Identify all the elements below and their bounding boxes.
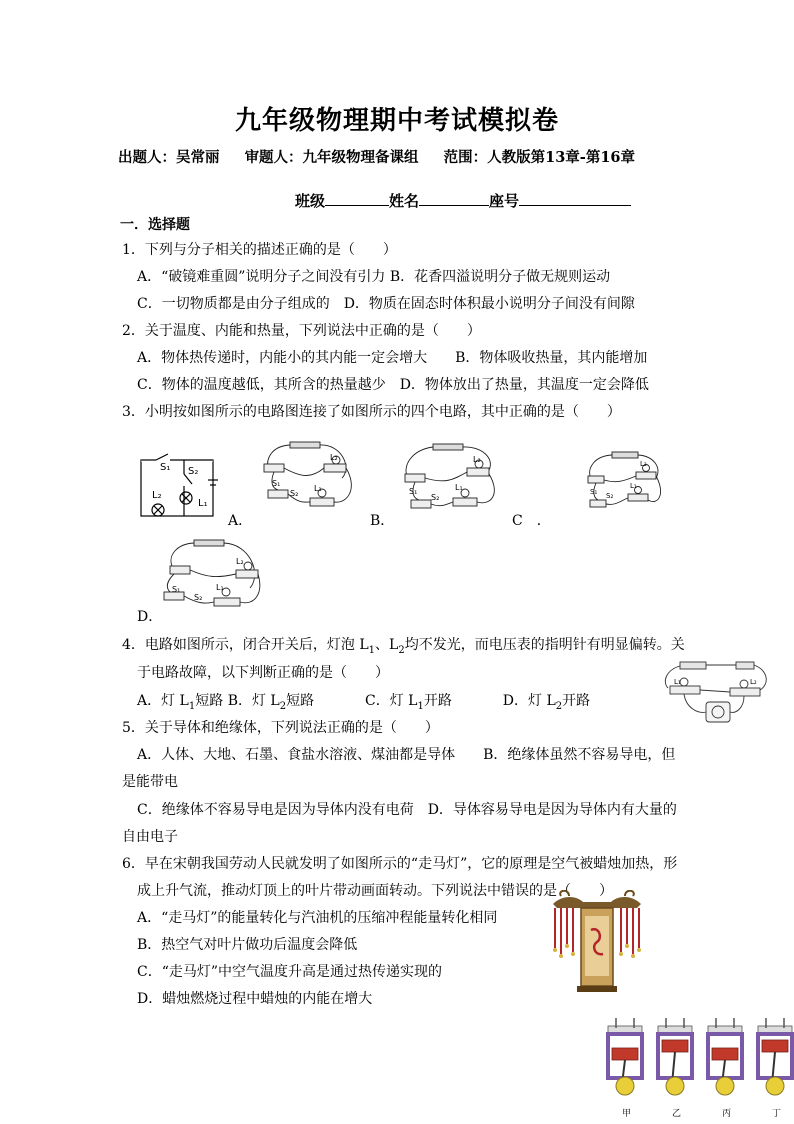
q1-options-cd: C．一切物质都是由分子组成的 D．物质在固态时体积最小说明分子间没有间隙 bbox=[137, 296, 635, 312]
class-label: 班级 bbox=[295, 192, 326, 210]
engine-jia-diagram bbox=[608, 1018, 642, 1095]
q3-schematic-diagram bbox=[138, 452, 222, 522]
fig-b-l1: L₁ bbox=[455, 483, 463, 492]
q3-option-d[interactable]: D． bbox=[137, 609, 163, 625]
label-s2: S₂ bbox=[188, 466, 199, 477]
fig-b-l2: L₂ bbox=[473, 455, 481, 464]
q4-options bbox=[137, 692, 590, 716]
engine-strokes-figure bbox=[600, 1018, 794, 1123]
fig-c-l1: L₁ bbox=[630, 482, 637, 490]
fig-b-s2: S₂ bbox=[431, 493, 440, 502]
q4-option-d[interactable]: D．灯 $L_2$开路 bbox=[502, 693, 591, 712]
q5-stem: 5．关于导体和绝缘体，下列说法正确的是（ ） bbox=[122, 720, 439, 736]
fig-a-l2: L₂ bbox=[330, 453, 338, 462]
section-heading: 一．选择题 bbox=[120, 217, 190, 233]
engine-stroke-diagrams bbox=[600, 1018, 794, 1102]
fig-d-l1: L₁ bbox=[216, 583, 224, 592]
q5-options-cd-line1: C．绝缘体不容易导电是因为导体内没有电荷 D．导体容易导电是因为导体内有大量的 bbox=[137, 802, 677, 818]
engine-label-jia: 甲 bbox=[622, 1109, 632, 1119]
q4-option-b[interactable]: B．灯 $L_2$短路 bbox=[227, 693, 315, 712]
circuit-figure-c bbox=[578, 448, 668, 520]
fig-b-s1: S₁ bbox=[409, 487, 418, 496]
engine-label-bing: 丙 bbox=[722, 1109, 732, 1119]
q5-options-ab-line2: 是能带电 bbox=[122, 774, 178, 790]
q6-stem-line2: 成上升气流，推动灯顶上的叶片带动画面转动。下列说法中错误的是（ ） bbox=[137, 883, 613, 899]
fig-d-s1: S₁ bbox=[172, 585, 181, 594]
seat-blank[interactable] bbox=[519, 191, 631, 206]
class-blank[interactable] bbox=[325, 191, 389, 206]
q4-stem-line2: 于电路故障，以下判断正确的是（ ） bbox=[137, 665, 389, 681]
engine-yi-diagram bbox=[658, 1018, 692, 1095]
fig-a-s1: S₁ bbox=[272, 479, 281, 488]
reviewer: 审题人：九年级物理备课组 bbox=[244, 149, 419, 166]
q4-option-c[interactable]: C．灯 $L_1$开路 bbox=[365, 693, 452, 712]
fig-c-s2: S₂ bbox=[606, 492, 614, 500]
fig-c-s1: S₁ bbox=[590, 488, 598, 496]
label-l2: L₂ bbox=[152, 490, 162, 501]
q4-fig-l2: L₂ bbox=[750, 678, 757, 686]
author: 出题人：吴常丽 bbox=[118, 149, 220, 166]
fig-d-l2: L₂ bbox=[236, 557, 244, 566]
exam-meta bbox=[118, 146, 655, 167]
student-info bbox=[295, 190, 631, 211]
scope: 范围：人教版第13章-第16章 bbox=[443, 149, 635, 166]
q4-option-a[interactable]: A．灯 $L_1$短路 bbox=[137, 693, 224, 712]
engine-label-ding: 丁 bbox=[772, 1109, 782, 1119]
circuit-figure-b bbox=[397, 438, 507, 520]
seat-label: 座号 bbox=[489, 192, 520, 210]
q1-options-ab: A．“破镜难重圆”说明分子之间没有引力 B．花香四溢说明分子做无规则运动 bbox=[137, 269, 611, 285]
q6-option-b[interactable]: B．热空气对叶片做功后温度会降低 bbox=[137, 937, 358, 953]
q3-stem: 3．小明按如图所示的电路图连接了如图所示的四个电路，其中正确的是（ ） bbox=[122, 404, 621, 420]
engine-ding-diagram bbox=[758, 1018, 792, 1095]
q2-options-ab: A．物体热传递时，内能小的其内能一定会增大 B．物体吸收热量，其内能增加 bbox=[137, 350, 648, 366]
q6-option-d[interactable]: D．蜡烛燃烧过程中蜡烛的内能在增大 bbox=[137, 991, 373, 1007]
q3-option-a[interactable]: A． bbox=[228, 513, 253, 529]
page-title: 九年级物理期中考试模拟卷 bbox=[234, 106, 559, 136]
circuit-figure-d bbox=[154, 534, 266, 616]
fig-d-s2: S₂ bbox=[194, 593, 203, 602]
q5-options-cd-line2: 自由电子 bbox=[122, 829, 178, 845]
circuit-figure-a bbox=[252, 438, 362, 520]
name-blank[interactable] bbox=[419, 191, 489, 206]
fig-a-s2: S₂ bbox=[290, 489, 299, 498]
q6-option-c[interactable]: C．“走马灯”中空气温度升高是通过热传递实现的 bbox=[137, 964, 443, 980]
q2-stem: 2．关于温度、内能和热量，下列说法中正确的是（ ） bbox=[122, 323, 481, 339]
name-label: 姓名 bbox=[389, 192, 420, 210]
q4-fig-l1: L₁ bbox=[674, 678, 681, 686]
label-l1: L₁ bbox=[198, 498, 208, 509]
q3-option-b[interactable]: B． bbox=[370, 513, 395, 529]
trotting-horse-lantern-image bbox=[547, 890, 647, 996]
fig-a-l1: L₁ bbox=[314, 484, 322, 493]
q1-stem: 1．下列与分子相关的描述正确的是（ ） bbox=[122, 242, 397, 258]
engine-label-yi: 乙 bbox=[672, 1109, 682, 1119]
q4-circuit-figure bbox=[660, 656, 776, 728]
label-s1: S₁ bbox=[160, 462, 171, 473]
q6-option-a[interactable]: A．“走马灯”的能量转化与汽油机的压缩冲程能量转化相同 bbox=[137, 910, 498, 926]
q2-options-cd: C．物体的温度越低，其所含的热量越少 D．物体放出了热量，其温度一定会降低 bbox=[137, 377, 649, 393]
fig-c-l2: L₂ bbox=[640, 460, 647, 468]
q5-options-ab-line1: A．人体、大地、石墨、食盐水溶液、煤油都是导体 B．绝缘体虽然不容易导电，但 bbox=[137, 747, 676, 763]
q6-stem-line1: 6．早在宋朝我国劳动人民就发明了如图所示的“走马灯”，它的原理是空气被蜡烛加热，形 bbox=[122, 856, 678, 872]
q4-stem-line1: 4．电路如图所示，闭合开关后，灯泡 $L_1$、$L_2$均不发光，而电压表的指明针有明显偏转。关 bbox=[122, 637, 685, 656]
q3-option-c[interactable]: C ． bbox=[512, 513, 551, 529]
engine-bing-diagram bbox=[708, 1018, 742, 1095]
